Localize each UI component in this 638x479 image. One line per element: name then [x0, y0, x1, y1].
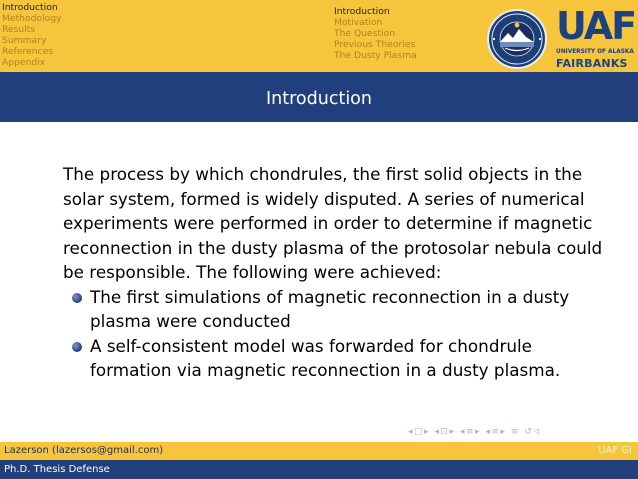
section-navigation	[2, 2, 62, 68]
nav-subsection-previous-theories[interactable]: Previous Theories	[334, 39, 416, 50]
nav-subsection-motivation[interactable]: Motivation	[334, 17, 383, 28]
slide-body	[63, 162, 603, 383]
footer-author-bar	[0, 442, 638, 460]
nav-subsection-the-question[interactable]: The Question	[334, 28, 396, 39]
nav-prev-section-icon[interactable]: ◂	[459, 427, 466, 437]
nav-section-methodology[interactable]: Methodology	[2, 13, 62, 24]
nav-appendix-icon[interactable]: ≡	[510, 427, 520, 437]
list-item-text: A self-consistent model was forwarded for chondrule formation via magnetic reconnection in a dusty plasma.	[90, 335, 561, 380]
list-item	[69, 285, 603, 334]
nav-next-section-icon[interactable]: ▸	[475, 427, 482, 437]
footer-event-bar	[0, 460, 638, 479]
uaf-logo-university: UNIVERSITY OF ALASKA	[556, 49, 634, 55]
nav-next-subsection-icon[interactable]: ▸	[449, 427, 456, 437]
uaf-logo-letters: UAF	[556, 4, 636, 48]
nav-section-icon[interactable]: ≡	[465, 427, 476, 437]
nav-subsection-icon[interactable]: ⊡	[440, 427, 450, 437]
nav-document-icon[interactable]: ≡	[491, 427, 501, 437]
geophysical-institute-seal-icon	[487, 9, 547, 69]
nav-section-introduction[interactable]: Introduction	[2, 2, 58, 13]
footer-author: Lazerson (lazersos@gmail.com)	[4, 445, 164, 456]
nav-section-results[interactable]: Results	[2, 24, 36, 35]
slide-title: Introduction	[266, 89, 372, 109]
header-bar	[0, 0, 638, 72]
nav-next-frame-icon[interactable]: ▸	[424, 427, 431, 437]
uaf-logo	[554, 4, 636, 70]
subsection-navigation	[334, 6, 417, 61]
bullet-icon	[72, 293, 82, 303]
intro-paragraph: The process by which chondrules, the first solid objects in the solar system, formed is widely disputed. A series of numerical experiments were performed in order to determine if magnetic reconnection in the dusty plasma of the protosolar nebula could be responsible. The following were achieved:	[63, 164, 603, 282]
nav-subsection-introduction[interactable]: Introduction	[334, 6, 390, 17]
nav-next-document-icon[interactable]: ▸	[500, 427, 507, 437]
nav-prev-frame-icon[interactable]: ◂	[408, 427, 415, 437]
nav-prev-subsection-icon[interactable]: ◂	[434, 427, 441, 437]
nav-subsection-dusty-plasma[interactable]: The Dusty Plasma	[334, 50, 417, 61]
list-item	[69, 334, 603, 383]
nav-section-summary[interactable]: Summary	[2, 35, 47, 46]
bullet-icon	[72, 342, 82, 352]
uaf-logo-campus: FAIRBANKS	[556, 57, 628, 70]
frame-title-bar	[0, 72, 638, 122]
achievements-list	[69, 285, 603, 383]
footer-event: Ph.D. Thesis Defense	[4, 464, 110, 475]
nav-section-appendix[interactable]: Appendix	[2, 57, 46, 68]
beamer-navigation-controls	[408, 427, 541, 437]
nav-prev-document-icon[interactable]: ◂	[485, 427, 492, 437]
nav-search-icon[interactable]: ↺ଏ	[524, 427, 542, 437]
nav-section-references[interactable]: References	[2, 46, 54, 57]
footer-institute: UAF GI	[598, 445, 632, 456]
list-item-text: The first simulations of magnetic reconnection in a dusty plasma were conducted	[90, 286, 570, 331]
nav-frame-icon[interactable]: □	[414, 427, 425, 437]
